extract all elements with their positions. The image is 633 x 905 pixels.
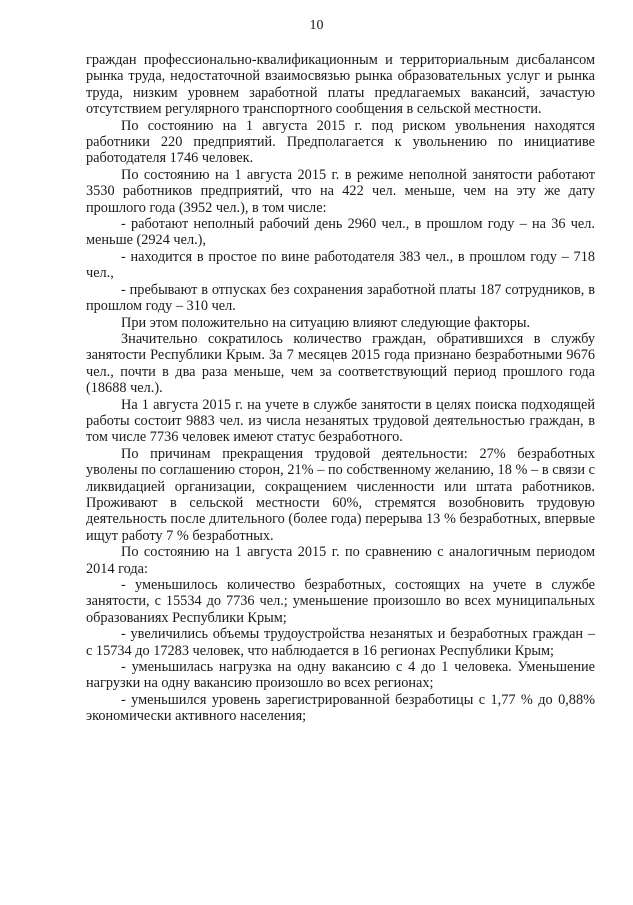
paragraph-part-time: По состоянию на 1 августа 2015 г. в режиме неполной занятости работают 3530 работников предприятий, что на 422 чел. меньше, чем на эту же дату прошлого года (3952 чел.), в том числе: bbox=[86, 166, 595, 216]
paragraph-dismissal-risk: По состоянию на 1 августа 2015 г. под риском увольнения находятся работники 220 предприятий. Предполагается к увольнению по инициативе работодателя 1746 человек. bbox=[86, 117, 595, 167]
paragraph-reasons: По причинам прекращения трудовой деятельности: 27% безработных уволены по соглашению сторон, 21% – по собственному желанию, 18 % – в связи с ликвидацией организации, сокращением численности или штата работников. Проживают в сельской местности 60%, стремятся возобновить трудовую деятельность после длительного (более года) перерыва 13 % безработных, впервые ищут работу 7 % безработных. bbox=[86, 445, 595, 544]
document-body bbox=[86, 52, 595, 725]
list-item-vacancy-load: - уменьшилась нагрузка на одну вакансию с 4 до 1 человека. Уменьшение нагрузки на одну вакансию произошло во всех регионах; bbox=[86, 659, 595, 692]
list-item-part-time-day: - работают неполный рабочий день 2960 чел., в прошлом году – на 36 чел. меньше (2924 чел.), bbox=[86, 216, 595, 249]
list-item-unemployed-decrease: - уменьшилось количество безработных, состоящих на учете в службе занятости, с 15534 до 7736 чел.; уменьшение произошло во всех муниципальных образованиях Республики Крым; bbox=[86, 577, 595, 626]
paragraph-registered: На 1 августа 2015 г. на учете в службе занятости в целях поиска подходящей работы состоит 9883 чел. из числа незанятых трудовой деятельностью граждан, в том числе 7736 человек имеют статус безработного. bbox=[86, 396, 595, 446]
paragraph-positive-factors: При этом положительно на ситуацию влияют следующие факторы. bbox=[121, 314, 531, 331]
list-item-idle: - находится в простое по вине работодателя 383 чел., в прошлом году – 718 чел., bbox=[86, 248, 595, 282]
list-item-unpaid-leave: - пребывают в отпусках без сохранения заработной платы 187 сотрудников, в прошлом году – 310 чел. bbox=[86, 281, 595, 315]
paragraph-applicants: Значительно сократилось количество граждан, обратившихся в службу занятости Республики Крым. За 7 месяцев 2015 года признано безработными 9676 чел., почти в два раза меньше, чем за соответствующий период прошлого года (18688 чел.). bbox=[86, 330, 595, 397]
list-item-employment-increase: - увеличились объемы трудоустройства незанятых и безработных граждан – с 15734 до 17283 человек, что наблюдается в 16 регионах Республики Крым; bbox=[86, 626, 595, 659]
list-item-unemployment-rate: - уменьшился уровень зарегистрированной безработицы с 1,77 % до 0,88% экономически активного населения; bbox=[86, 691, 595, 725]
paragraph-comparison: По состоянию на 1 августа 2015 г. по сравнению с аналогичным периодом 2014 года: bbox=[86, 544, 595, 577]
paragraph-continuation: граждан профессионально-квалификационным и территориальным дисбалансом рынка труда, недостаточной взаимосвязью рынка образовательных услуг и рынка труда, низким уровнем заработной платы предлагаемых вакансий, зачастую отсутствием регулярного транспортного сообщения в сельской местности. bbox=[86, 52, 595, 118]
page-number: 10 bbox=[309, 18, 324, 33]
